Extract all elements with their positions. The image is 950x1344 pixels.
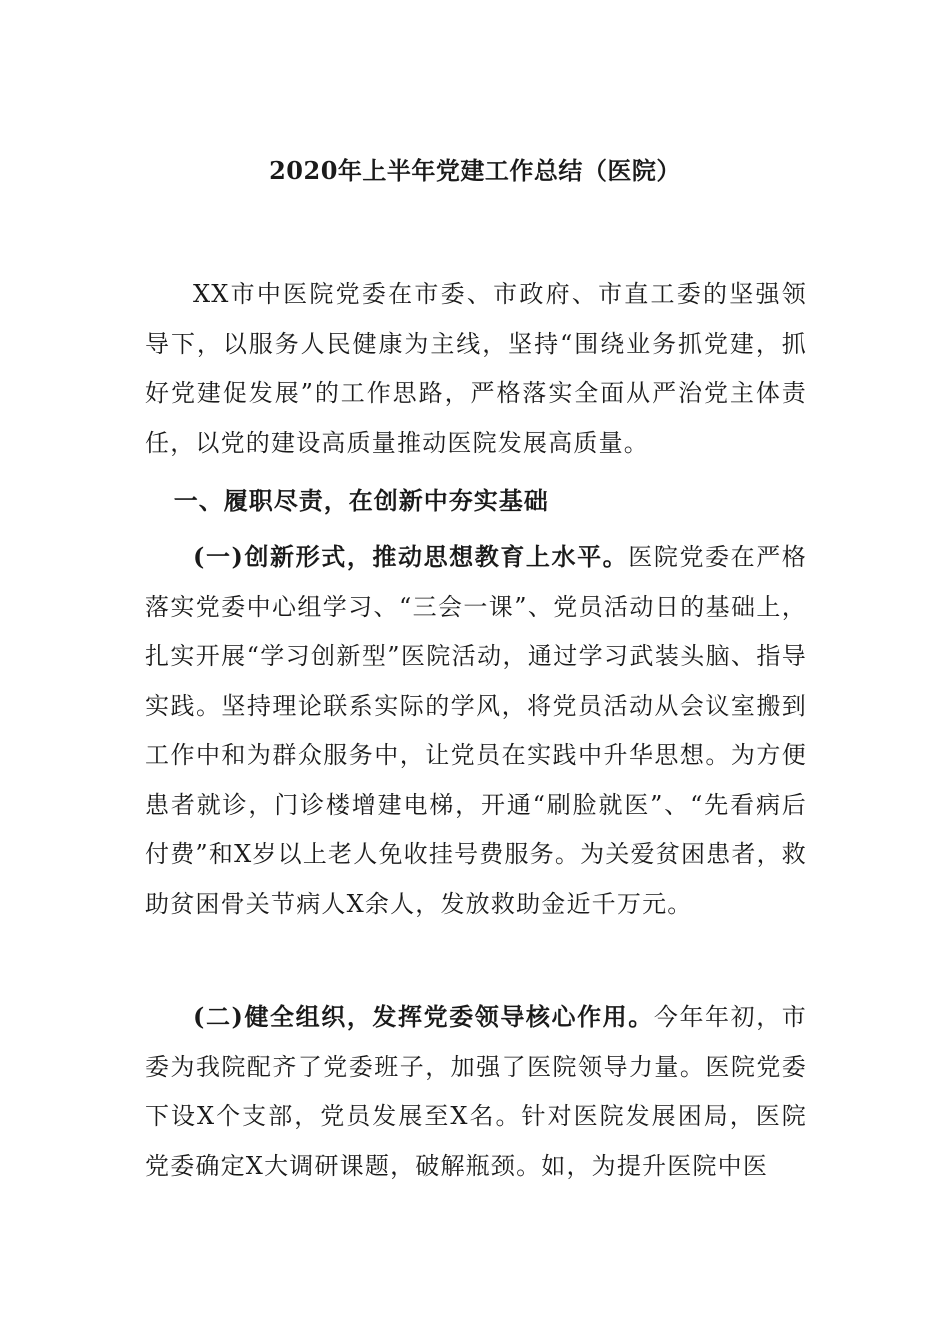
- subsection-2-paragraph: [145, 992, 807, 1191]
- subsection-2-body: 今年年初，市委为我院配齐了党委班子，加强了医院领导力量。医院党委下设X个支部，党员发展至X名。针对医院发展困局，医院党委确定X大调研课题，破解瓶颈。如，为提升医院中医: [145, 1003, 807, 1180]
- section-1-heading: 一、履职尽责，在创新中夯实基础: [173, 486, 549, 515]
- subsection-2-heading: (二)健全组织，发挥党委领导核心作用。: [193, 1002, 654, 1031]
- intro-paragraph: XX市中医院党委在市委、市政府、市直工委的坚强领导下，以服务人民健康为主线，坚持“围绕业务抓党建，抓好党建促发展”的工作思路，严格落实全面从严治党主体责任，以党的建设高质量推动医院发展高质量。: [145, 280, 807, 457]
- subsection-2-block: [145, 992, 807, 1191]
- intro-paragraph-block: [145, 270, 807, 468]
- subsection-1-block: [145, 532, 807, 929]
- subsection-1-body: 医院党委在严格落实党委中心组学习、“三会一课”、党员活动日的基础上，扎实开展“学习创新型”医院活动，通过学习武装头脑、指导实践。坚持理论联系实际的学风，将党员活动从会议室搬到工作中和为群众服务中，让党员在实践中升华思想。为方便患者就诊，门诊楼增建电梯，开通“刷脸就医”、“先看病后付费”和X岁以上老人免收挂号费服务。为关爱贫困患者，救助贫困骨关节病人X余人，发放救助金近千万元。: [145, 543, 808, 918]
- subsection-1-heading: (一)创新形式，推动思想教育上水平。: [193, 542, 629, 571]
- document-title: 2020年上半年党建工作总结（医院）: [269, 156, 681, 185]
- subsection-1-paragraph: [145, 532, 807, 929]
